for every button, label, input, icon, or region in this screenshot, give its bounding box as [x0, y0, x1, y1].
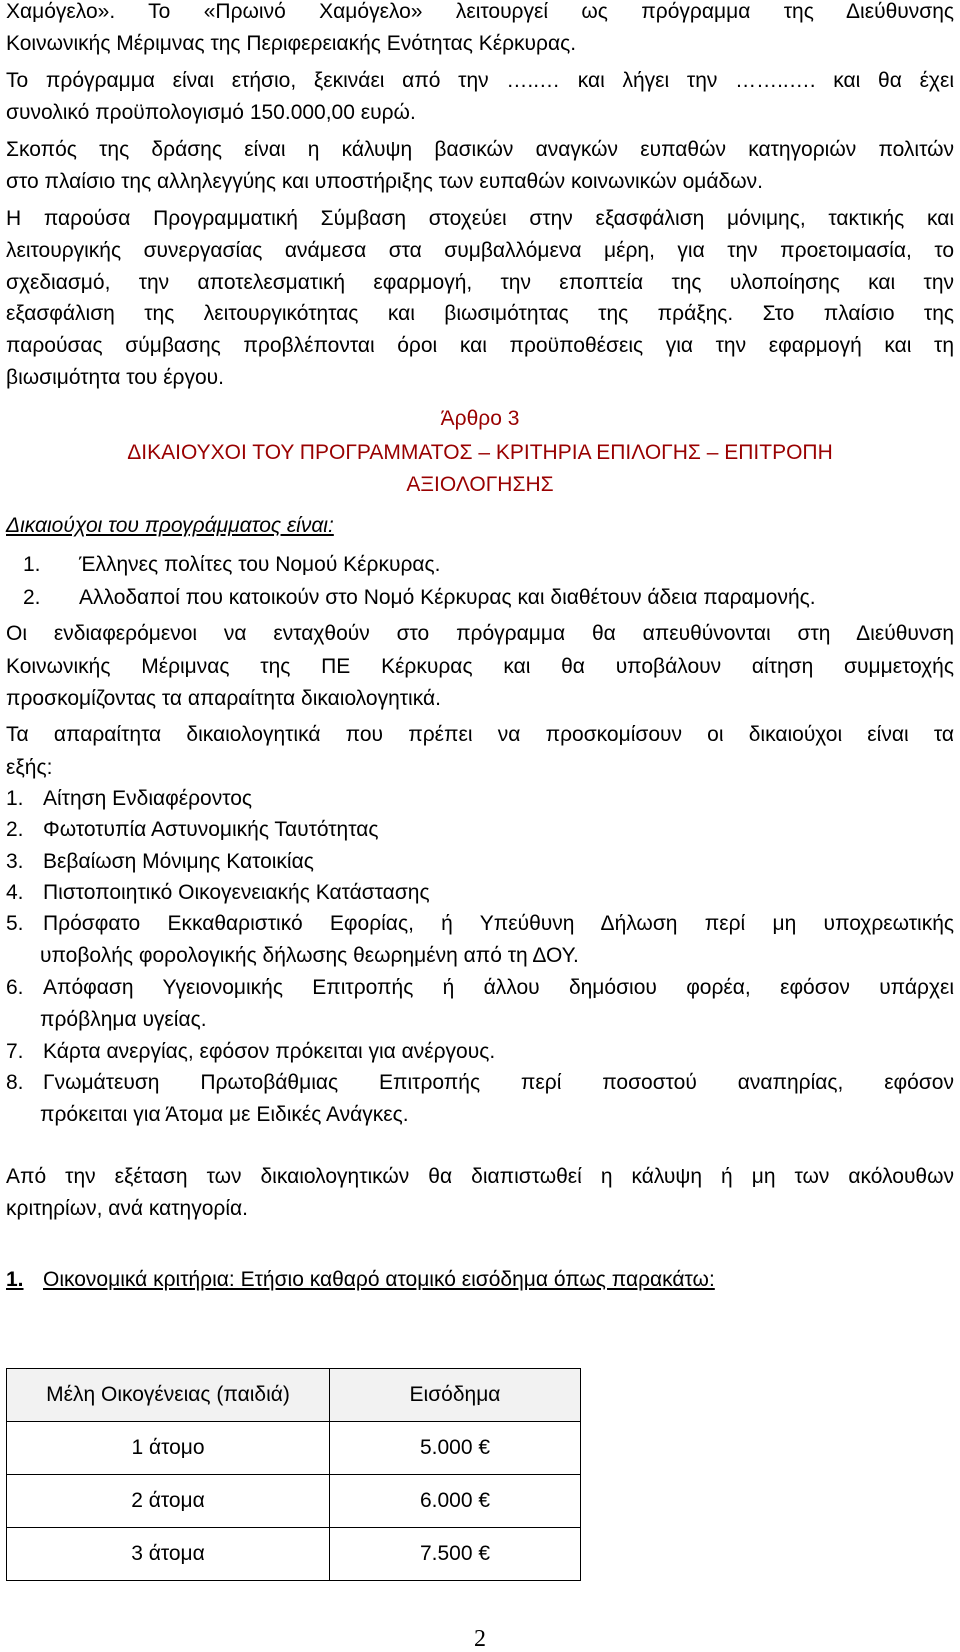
list-number: 7. [6, 1040, 24, 1063]
table-row [7, 1422, 581, 1475]
table-cell: 7.500 € [330, 1528, 581, 1581]
paragraph-line: παρούσας σύμβασης προβλέπονται όροι και προϋποθέσεις για την εφαρμογή και τη [6, 334, 954, 357]
paragraph-line: Σκοπός της δράσης είναι η κάλυψη βασικών αναγκών ευπαθών κατηγοριών πολιτών [6, 138, 954, 161]
list-item-continued: πρόβλημα υγείας. [40, 1008, 207, 1031]
beneficiaries-heading: Δικαιούχοι του προγράμματος είναι: [6, 514, 334, 537]
list-item: Αίτηση Ενδιαφέροντος [43, 787, 253, 810]
table-row [7, 1528, 581, 1581]
list-number: 2. [23, 586, 41, 609]
list-number: 6. [6, 976, 24, 999]
table-header-cell: Εισόδημα [330, 1369, 581, 1422]
article-title: ΔΙΚΑΙΟΥΧΟΙ ΤΟΥ ΠΡΟΓΡΑΜΜΑΤΟΣ – ΚΡΙΤΗΡΙΑ ΕΠΙΛΟΓΗΣ – ΕΠΙΤΡΟΠΗ [127, 441, 833, 464]
article-title-continued: ΑΞΙΟΛΟΓΗΣΗΣ [406, 473, 554, 496]
paragraph-line: Χαμόγελο». Το «Πρωινό Χαμόγελο» λειτουργεί ως πρόγραμμα της Διεύθυνσης [6, 0, 954, 23]
list-item-continued: πρόκειται για Άτομα με Ειδικές Ανάγκες. [40, 1103, 409, 1126]
table-cell: 5.000 € [330, 1422, 581, 1475]
paragraph-line: Κοινωνικής Μέριμνας της Περιφερειακής Ενότητας Κέρκυρας. [6, 32, 577, 55]
table-cell: 3 άτομα [7, 1528, 330, 1581]
page-number: 2 [474, 1626, 486, 1652]
list-item: Αλλοδαποί που κατοικούν στο Νομό Κέρκυρας και διαθέτουν άδεια παραμονής. [79, 586, 816, 609]
paragraph-line: Τα απαραίτητα δικαιολογητικά που πρέπει να προσκομίσουν οι δικαιούχοι είναι τα [6, 723, 954, 746]
list-number: 2. [6, 818, 24, 841]
list-item: Φωτοτυπία Αστυνομικής Ταυτότητας [43, 818, 379, 841]
list-item: Απόφαση Υγειονομικής Επιτροπής ή άλλου δημόσιου φορέα, εφόσον υπάρχει [43, 976, 954, 999]
paragraph-line: λειτουργικής συνεργασίας ανάμεσα στα συμβαλλόμενα μέρη, για την προετοιμασία, το [6, 239, 954, 262]
list-item: Πρόσφατο Εκκαθαριστικό Εφορίας, ή Υπεύθυνη Δήλωση περί μη υποχρεωτικής [43, 912, 954, 935]
article-number: Άρθρο 3 [440, 407, 520, 430]
table-cell: 6.000 € [330, 1475, 581, 1528]
paragraph-line: εξασφάλιση της λειτουργικότητας και βιωσιμότητας της πράξης. Στο πλαίσιο της [6, 302, 954, 325]
criteria-number: 1. [6, 1268, 24, 1291]
list-item: Έλληνες πολίτες του Νομού Κέρκυρας. [79, 553, 441, 576]
list-number: 3. [6, 850, 24, 873]
criteria-heading: Οικονομικά κριτήρια: Ετήσιο καθαρό ατομικό εισόδημα όπως παρακάτω: [43, 1268, 715, 1291]
paragraph-line: στο πλαίσιο της αλληλεγγύης και υποστήριξης των ευπαθών κοινωνικών ομάδων. [6, 170, 763, 193]
paragraph-line: Από την εξέταση των δικαιολογητικών θα διαπιστωθεί η κάλυψη ή μη των ακόλουθων [6, 1165, 954, 1188]
paragraph-line: Οι ενδιαφερόμενοι να ενταχθούν στο πρόγραμμα θα απευθύνονται στη Διεύθυνση [6, 622, 954, 645]
paragraph-line: συνολικό προϋπολογισμό 150.000,00 ευρώ. [6, 101, 416, 124]
income-table [6, 1368, 581, 1581]
list-number: 1. [6, 787, 24, 810]
list-item-continued: υποβολής φορολογικής δήλωσης θεωρημένη από τη ΔΟΥ. [40, 944, 579, 967]
table-cell: 1 άτομο [7, 1422, 330, 1475]
list-item: Κάρτα ανεργίας, εφόσον πρόκειται για ανέργους. [43, 1040, 496, 1063]
list-number: 1. [23, 553, 41, 576]
list-item: Βεβαίωση Μόνιμης Κατοικίας [43, 850, 314, 873]
list-number: 4. [6, 881, 24, 904]
paragraph-line: προσκομίζοντας τα απαραίτητα δικαιολογητικά. [6, 687, 441, 710]
table-cell: 2 άτομα [7, 1475, 330, 1528]
paragraph-line: Η παρούσα Προγραμματική Σύμβαση στοχεύει στην εξασφάλιση μόνιμης, τακτικής και [6, 207, 954, 230]
table-header-cell: Μέλη Οικογένειας (παιδιά) [7, 1369, 330, 1422]
paragraph-line: Το πρόγραμμα είναι ετήσιο, ξεκινάει από την …..… και λήγει την ……..…. και θα έχει [6, 69, 954, 92]
paragraph-line: εξής: [6, 756, 53, 779]
paragraph-line: κριτηρίων, ανά κατηγορία. [6, 1197, 249, 1220]
table-header-row [7, 1369, 581, 1422]
paragraph-line: Κοινωνικής Μέριμνας της ΠΕ Κέρκυρας και θα υποβάλουν αίτηση συμμετοχής [6, 655, 954, 678]
list-item: Πιστοποιητικό Οικογενειακής Κατάστασης [43, 881, 430, 904]
paragraph-line: σχεδιασμό, την αποτελεσματική εφαρμογή, την εποπτεία της υλοποίησης και την [6, 271, 954, 294]
list-number: 8. [6, 1071, 24, 1094]
list-number: 5. [6, 912, 24, 935]
table-row [7, 1475, 581, 1528]
list-item: Γνωμάτευση Πρωτοβάθμιας Επιτροπής περί ποσοστού αναπηρίας, εφόσον [43, 1071, 954, 1094]
paragraph-line: βιωσιμότητα του έργου. [6, 366, 224, 389]
